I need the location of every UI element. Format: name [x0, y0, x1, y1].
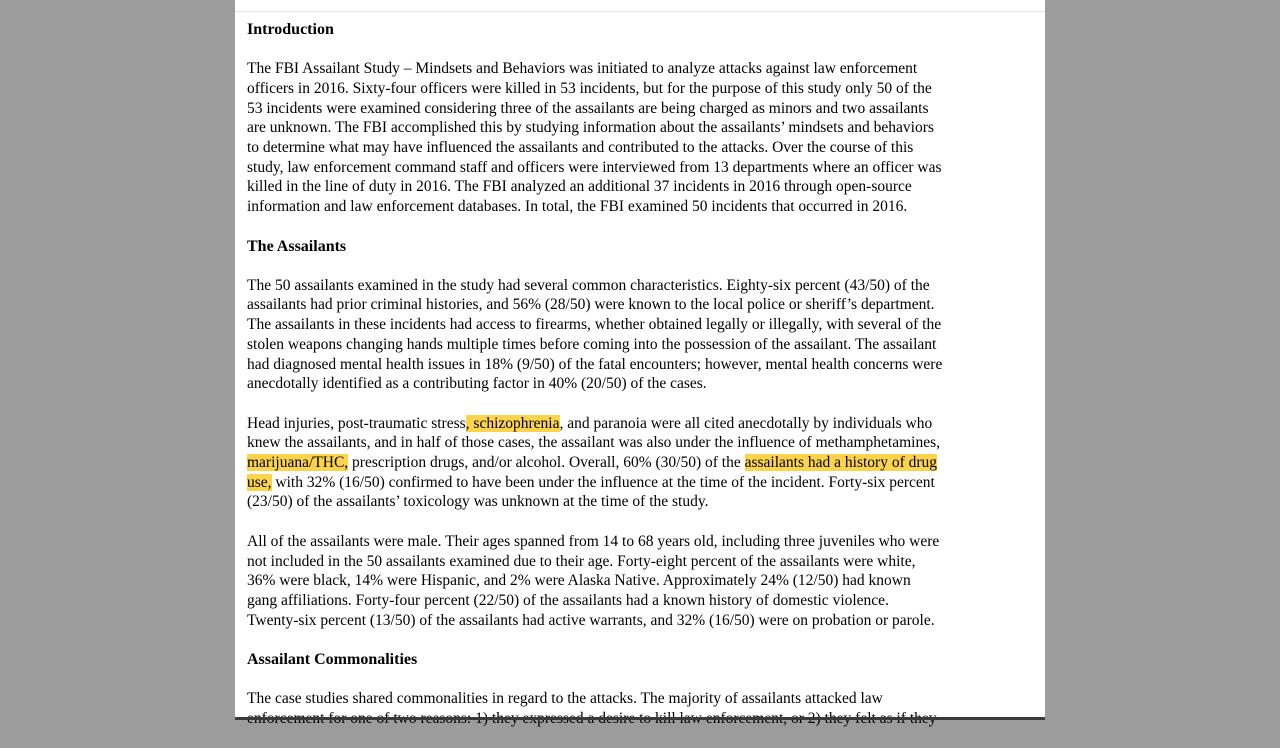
- paragraph: [247, 532, 1027, 631]
- text-line: [247, 492, 1027, 512]
- text-line: 53 incidents were examined considering three of the assailants are being charged as minors and two assailants: [247, 99, 929, 117]
- text-line: not included in the 50 assailants examined due to their age. Forty-eight percent of the assailants were white,: [247, 552, 916, 570]
- page-bottom-edge: [235, 717, 1045, 720]
- text-segment: , and paranoia were all cited anecdotally by individuals who: [559, 414, 933, 432]
- text-line: to determine what may have influenced the assailants and contributed to the attacks. Over the course of this: [247, 139, 914, 157]
- text-line: Twenty-six percent (13/50) of the assailants had active warrants, and 32% (16/50) were on probation or parole.: [247, 611, 935, 629]
- text-line: The case studies shared commonalities in regard to the attacks. The majority of assailants attacked law: [247, 690, 883, 708]
- text-line: anecdotally identified as a contributing factor in 40% (20/50) of the cases.: [247, 375, 707, 393]
- text-line: gang affiliations. Forty-four percent (22/50) of the assailants had a known history of domestic violence.: [247, 591, 889, 609]
- paragraph: [247, 59, 1027, 217]
- text-line: [247, 473, 1027, 493]
- text-segment: with 32% (16/50) confirmed to have been under the influence at the time of the incident. Forty-six percent: [271, 473, 935, 491]
- page-top-divider: [235, 11, 1045, 12]
- text-line: assailants had prior criminal histories, and 56% (28/50) were known to the local police or sheriff’s department.: [247, 296, 935, 314]
- text-line: [247, 453, 1027, 473]
- text-segment: prescription drugs, and/or alcohol. Overall, 60% (30/50) of the: [348, 454, 745, 472]
- text-line: are unknown. The FBI accomplished this by studying information about the assailants’ mindsets and behaviors: [247, 119, 934, 137]
- paragraph: [247, 414, 1027, 513]
- highlighted-text: , schizophrenia: [465, 414, 560, 432]
- paragraph: [247, 689, 1027, 728]
- text-line: The FBI Assailant Study – Mindsets and Behaviors was initiated to analyze attacks against law enforcement: [247, 60, 918, 78]
- paragraph: [247, 276, 1027, 394]
- highlighted-text: assailants had a history of drug: [744, 454, 938, 472]
- section-heading: The Assailants: [247, 237, 347, 255]
- section-heading: Assailant Commonalities: [247, 651, 418, 669]
- text-line: [247, 414, 1027, 434]
- text-line: information and law enforcement databases. In total, the FBI examined 50 incidents that occurred in 2016.: [247, 198, 908, 216]
- text-line: [247, 433, 1027, 453]
- document-content: [247, 20, 1027, 748]
- text-segment: knew the assailants, and in half of those cases, the assailant was also under the influence of methamphetamines,: [247, 434, 940, 452]
- text-segment: Head injuries, post-traumatic stress: [247, 414, 466, 432]
- text-line: had diagnosed mental health issues in 18% (9/50) of the fatal encounters; however, mental health concerns were: [247, 355, 943, 373]
- text-segment: (23/50) of the assailants’ toxicology was unknown at the time of the study.: [247, 493, 709, 511]
- highlighted-text: marijuana/THC,: [247, 454, 349, 472]
- text-line: All of the assailants were male. Their ages spanned from 14 to 68 years old, including three juveniles who were: [247, 532, 940, 550]
- text-line: study, law enforcement command staff and officers were interviewed from 13 departments where an officer was: [247, 158, 942, 176]
- text-line: The 50 assailants examined in the study had several common characteristics. Eighty-six percent (43/50) of the: [247, 276, 930, 294]
- document-page: [235, 0, 1045, 717]
- text-line: officers in 2016. Sixty-four officers were killed in 53 incidents, but for the purpose of this study only 50 of the: [247, 79, 932, 97]
- text-line: 36% were black, 14% were Hispanic, and 2% were Alaska Native. Approximately 24% (12/50) had known: [247, 572, 911, 590]
- text-line: stolen weapons changing hands multiple times before coming into the possession of the assailant. The assailant: [247, 335, 937, 353]
- section-heading: Introduction: [247, 21, 334, 38]
- highlighted-text: use,: [247, 473, 272, 491]
- text-line: The assailants in these incidents had access to firearms, whether obtained legally or illegally, with several of the: [247, 316, 942, 334]
- text-line: killed in the line of duty in 2016. The FBI analyzed an additional 37 incidents in 2016 through open-source: [247, 178, 912, 196]
